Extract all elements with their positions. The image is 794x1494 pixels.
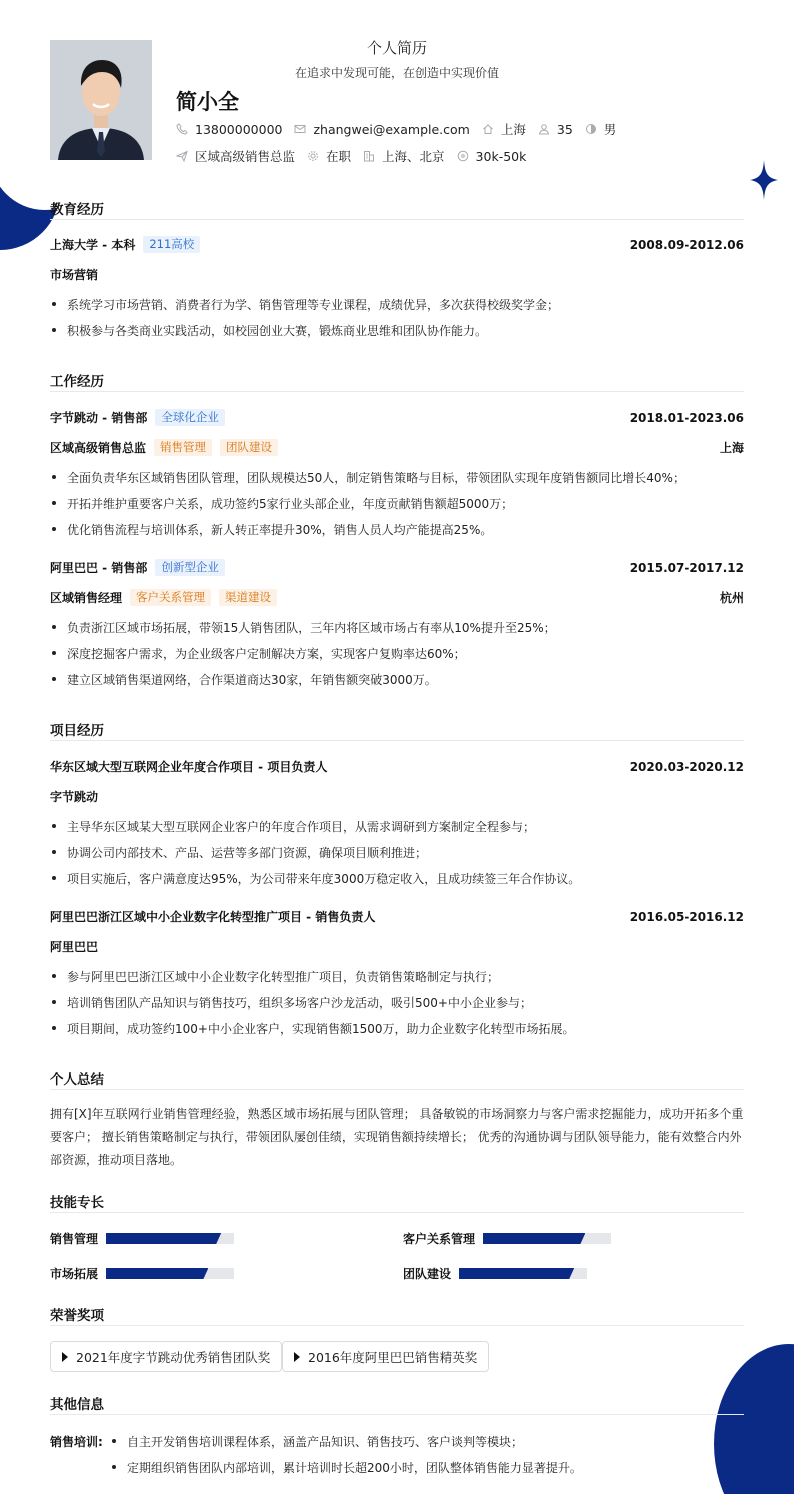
- education-header-row: [50, 236, 744, 253]
- project-period: 2020.03-2020.12: [629, 759, 744, 774]
- list-item: 积极参与各类商业实践活动，如校园创业大赛，锻炼商业思维和团队协作能力。: [50, 322, 744, 339]
- award-name: 2016年度阿里巴巴销售精英奖: [308, 1349, 478, 1365]
- home-icon: [482, 123, 494, 135]
- candidate-name: 简小全: [176, 90, 239, 114]
- skill-bar: [106, 1233, 234, 1244]
- job-header-row: [50, 559, 744, 576]
- skill-bar-fill: [483, 1233, 585, 1244]
- triangle-bullet-icon: [62, 1352, 68, 1362]
- skill-name: 销售管理: [50, 1232, 99, 1246]
- email-address: zhangwei@example.com: [313, 121, 470, 137]
- phone-icon: [176, 123, 188, 135]
- skill-bar: [483, 1233, 611, 1244]
- sparkle-star-icon: [750, 160, 778, 200]
- document-subtitle: 在追求中发现可能，在创造中实现价值: [294, 66, 499, 80]
- target-position-info: [176, 147, 295, 165]
- major-name: 市场营销: [50, 268, 99, 282]
- resume-header: [50, 0, 744, 186]
- job-header-row: [50, 409, 744, 426]
- list-item: 系统学习市场营销、消费者行为学、销售管理等专业课程，成绩优异，多次获得校级奖学金；: [50, 296, 744, 313]
- list-item: 参与阿里巴巴浙江区域中小企业数字化转型推广项目，负责销售策略制定与执行；: [50, 968, 744, 985]
- award-badge: [50, 1341, 282, 1372]
- skill-bar-fill: [106, 1233, 221, 1244]
- section-title: 教育经历: [50, 198, 744, 220]
- phone-number: 13800000000: [195, 121, 283, 137]
- status-info: [307, 147, 351, 165]
- project-company: 字节跳动: [50, 790, 99, 804]
- target-position: 区域高级销售总监: [195, 149, 296, 164]
- list-item: 培训销售团队产品知识与销售技巧，组织多场客户沙龙活动，吸引500+中小企业参与；: [50, 994, 744, 1011]
- job-position-row: [50, 439, 744, 456]
- contact-row: [176, 120, 628, 138]
- job-location: 上海: [719, 441, 744, 455]
- project-name: 阿里巴巴浙江区域中小企业数字化转型推广项目 - 销售负责人: [50, 910, 376, 924]
- skill-bar: [106, 1268, 234, 1279]
- school-tag: 211高校: [143, 236, 200, 253]
- list-item: 优化销售流程与培训体系，新人转正率提升30%，销售人员人均产能提高25%。: [50, 521, 744, 538]
- list-item: 全面负责华东区域销售团队管理，团队规模达50人，制定销售策略与目标，带领团队实现年度销售额同比增长40%；: [50, 469, 744, 486]
- skill-bar: [459, 1268, 587, 1279]
- gear-icon: [307, 150, 319, 162]
- project-header-row: [50, 758, 744, 775]
- city-value: 上海: [500, 122, 526, 137]
- job-status: 在职: [326, 149, 352, 164]
- education-period: 2008.09-2012.06: [629, 237, 744, 252]
- company-name: 阿里巴巴 - 销售部: [50, 561, 148, 575]
- skills-section: [50, 1191, 744, 1213]
- list-item: 开拓并维护重要客户关系，成功签约5家行业头部企业，年度贡献销售额超5000万；: [50, 495, 744, 512]
- project-period: 2016.05-2016.12: [629, 909, 744, 924]
- skill-name: 团队建设: [403, 1267, 452, 1281]
- summary-text: 拥有[X]年互联网行业销售管理经验，熟悉区域市场拓展与团队管理； 具备敏锐的市场洞察力与客户需求挖掘能力，成功开拓多个重要客户； 擅长销售策略制定与执行，带领团队屡创佳绩，实现销售额持续增长； 优秀的沟通协调与团队领导能力，能有效整合内外部资源，推动项目落地。: [50, 1107, 744, 1167]
- job-location: 杭州: [719, 591, 744, 605]
- project-company-row: [50, 788, 744, 805]
- document-title: 个人简历: [366, 39, 427, 57]
- user-icon: [538, 123, 550, 135]
- skill-item: [403, 1265, 587, 1282]
- job-period: 2018.01-2023.06: [629, 410, 744, 425]
- email-info: [294, 122, 469, 137]
- target-cities-info: [363, 147, 445, 165]
- skill-tag: 客户关系管理: [130, 589, 211, 606]
- target-cities: 上海、北京: [382, 149, 445, 164]
- age-value: 35: [556, 121, 573, 137]
- skill-bar-fill: [106, 1268, 208, 1279]
- skill-item: [403, 1230, 611, 1247]
- triangle-bullet-icon: [294, 1352, 300, 1362]
- other-label: 销售培训:: [50, 1435, 103, 1449]
- other-section: [50, 1393, 744, 1415]
- project-name: 华东区域大型互联网企业年度合作项目 - 项目负责人: [50, 760, 328, 774]
- list-item: 定期组织销售团队内部培训，累计培训时长超200小时，团队整体销售能力显著提升。: [110, 1459, 744, 1476]
- section-title: 其他信息: [50, 1393, 744, 1415]
- gender-value: 男: [603, 122, 617, 137]
- section-title: 荣誉奖项: [50, 1304, 744, 1326]
- gender-info: [585, 120, 617, 138]
- list-item: 协调公司内部技术、产品、运营等多部门资源，确保项目顺利推进；: [50, 844, 744, 861]
- projects-section: [50, 719, 744, 741]
- city-info: [482, 120, 526, 138]
- mail-icon: [294, 123, 306, 135]
- section-title: 项目经历: [50, 719, 744, 741]
- skill-tag: 渠道建设: [219, 589, 277, 606]
- list-item: 主导华东区域某大型互联网企业客户的年度合作项目，从需求调研到方案制定全程参与；: [50, 818, 744, 835]
- section-title: 个人总结: [50, 1068, 744, 1090]
- education-section: [50, 198, 744, 220]
- age-info: [538, 122, 573, 137]
- company-tag: 全球化企业: [155, 409, 225, 426]
- job-position: 区域销售经理: [50, 591, 123, 605]
- project-company-row: [50, 938, 744, 955]
- school-name: 上海大学 - 本科: [50, 238, 136, 252]
- project-header-row: [50, 908, 744, 925]
- list-item: 自主开发销售培训课程体系，涵盖产品知识、销售技巧、客户谈判等模块；: [110, 1433, 744, 1450]
- work-section: [50, 370, 744, 392]
- skill-name: 市场拓展: [50, 1267, 99, 1281]
- list-item: 深度挖掘客户需求，为企业级客户定制解决方案，实现客户复购率达60%；: [50, 645, 744, 662]
- skill-name: 客户关系管理: [403, 1232, 476, 1246]
- profile-photo: [50, 40, 152, 160]
- section-title: 工作经历: [50, 370, 744, 392]
- list-item: 项目实施后，客户满意度达95%，为公司带来年度3000万稳定收入，且成功续签三年合作协议。: [50, 870, 744, 887]
- skill-item: [50, 1230, 234, 1247]
- awards-list: [50, 1341, 744, 1373]
- gender-icon: [585, 123, 597, 135]
- major-row: [50, 266, 744, 283]
- building-icon: [363, 150, 375, 162]
- skill-item: [50, 1265, 234, 1282]
- job-intent-row: [176, 147, 538, 165]
- salary-info: [457, 149, 527, 164]
- skill-tag: 团队建设: [220, 439, 278, 456]
- section-title: 技能专长: [50, 1191, 744, 1213]
- awards-section: [50, 1304, 744, 1326]
- summary-section: [50, 1068, 744, 1090]
- skill-bar-fill: [459, 1268, 574, 1279]
- list-item: 项目期间，成功签约100+中小企业客户，实现销售额1500万，助力企业数字化转型市场拓展。: [50, 1020, 744, 1037]
- project-company: 阿里巴巴: [50, 940, 99, 954]
- coin-icon: [457, 150, 469, 162]
- job-period: 2015.07-2017.12: [629, 560, 744, 575]
- job-position: 区域高级销售总监: [50, 441, 147, 455]
- phone-info: [176, 122, 282, 137]
- award-badge: [282, 1341, 489, 1372]
- company-tag: 创新型企业: [155, 559, 225, 576]
- list-item: 负责浙江区域市场拓展，带领15人销售团队，三年内将区域市场占有率从10%提升至25%；: [50, 619, 744, 636]
- award-name: 2021年度字节跳动优秀销售团队奖: [76, 1349, 271, 1365]
- send-icon: [176, 150, 188, 162]
- job-position-row: [50, 589, 744, 606]
- list-item: 建立区域销售渠道网络，合作渠道商达30家，年销售额突破3000万。: [50, 671, 744, 688]
- salary-range: 30k-50k: [475, 148, 527, 164]
- company-name: 字节跳动 - 销售部: [50, 411, 148, 425]
- skill-tag: 销售管理: [154, 439, 212, 456]
